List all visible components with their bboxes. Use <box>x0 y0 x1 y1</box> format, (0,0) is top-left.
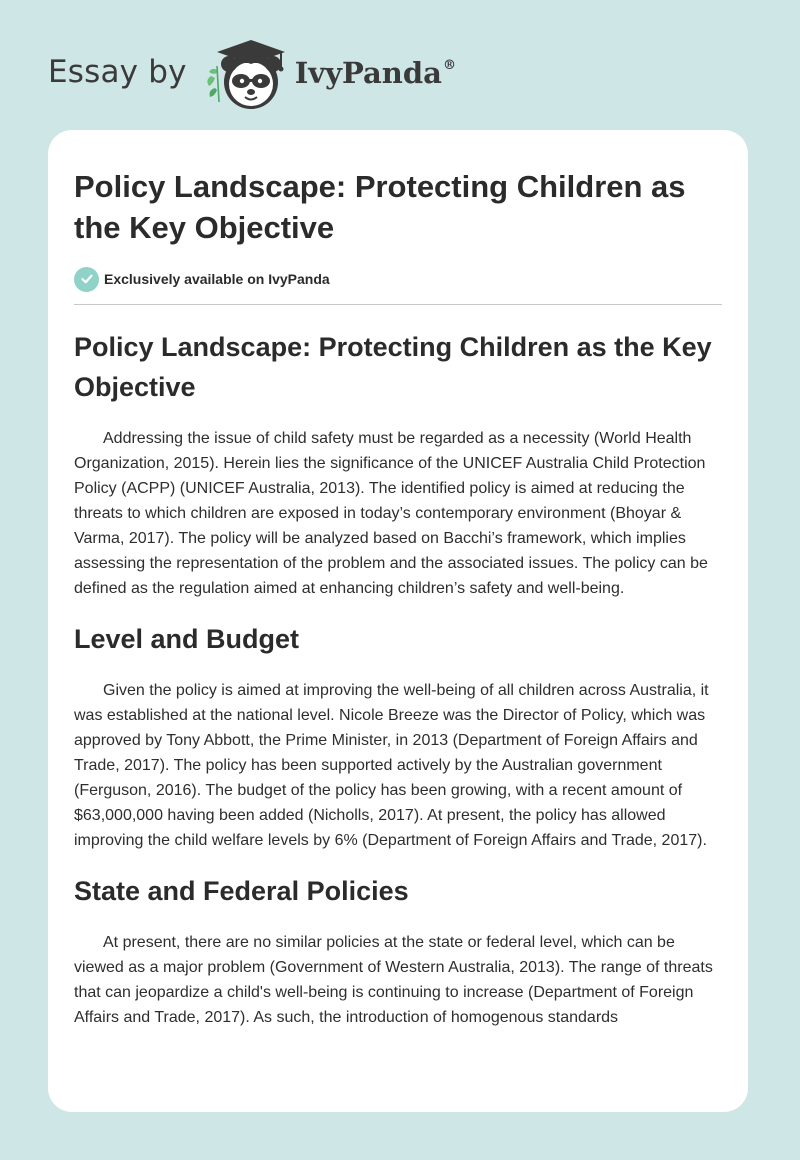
section-heading: State and Federal Policies <box>74 876 409 906</box>
registered-mark: ® <box>442 58 456 73</box>
site-header <box>48 36 456 112</box>
exclusive-notice <box>74 266 722 292</box>
document-title: Policy Landscape: Protecting Children as the Key Objective <box>74 169 686 245</box>
section-level-and-budget <box>74 619 722 853</box>
check-icon <box>74 267 99 292</box>
section-paragraph: Given the policy is aimed at improving the well-being of all children across Australia, it was established at the national level. Nicole Breeze was the Director of Policy, which was approved by Tony Abbott, the Prime Minister, in 2013 (Department of Foreign Affairs and Trade, 2017). The policy has been supported actively by the Australian government (Ferguson, 2016). The budget of the policy has been growing, with a recent amount of $63,000,000 having been added (Nicholls, 2017). At present, the policy has allowed improving the child welfare levels by 6% (Department of Foreign Affairs and Trade, 2017). <box>74 682 709 849</box>
exclusive-label: Exclusively available on IvyPanda <box>104 271 330 287</box>
essay-card <box>48 130 748 1112</box>
section-state-and-federal <box>74 871 722 1030</box>
essay-by-label: Essay by <box>48 54 187 90</box>
section-paragraph: Addressing the issue of child safety must be regarded as a necessity (World Health Organization, 2015). Herein lies the significance of the UNICEF Australia Child Protection Policy (ACPP) (UNICEF Australia, 2013). The identified policy is aimed at reducing the threats to which children are exposed in today’s contemporary environment (Bhoyar & Varma, 2017). The policy will be analyzed based on Bacchi’s framework, which implies assessing the representation of the problem and the associated issues. The policy can be defined as the regulation aimed at enhancing children’s safety and well-being. <box>74 430 708 597</box>
section-heading: Policy Landscape: Protecting Children as the Key Objective <box>74 332 712 402</box>
section-heading: Level and Budget <box>74 624 300 654</box>
ivypanda-logo[interactable] <box>201 36 293 112</box>
section-policy-landscape <box>74 327 722 601</box>
brand-name <box>295 56 456 90</box>
divider <box>74 304 722 305</box>
brand-name-text: IvyPanda <box>294 56 442 90</box>
essay-content <box>48 130 748 1030</box>
panda-logo-icon <box>201 36 293 112</box>
section-paragraph: At present, there are no similar policies at the state or federal level, which can be viewed as a major problem (Government of Western Australia, 2013). The range of threats that can jeopardize a child's well-being is continuing to increase (Department of Foreign Affairs and Trade, 2017). As such, the introduction of homogenous standards <box>74 934 713 1026</box>
